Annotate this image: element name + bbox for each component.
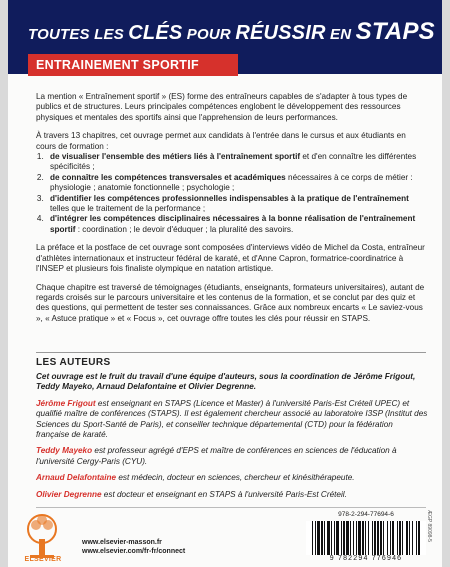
objective-bold: d'intégrer les compétences disciplinaires nécessaires à la bonne réalisation de l'entraînement sportif	[50, 214, 416, 234]
objective-item	[46, 214, 426, 235]
series-title	[28, 18, 435, 46]
back-cover	[8, 0, 442, 567]
objective-item	[46, 173, 426, 194]
section-divider	[36, 352, 426, 353]
elsevier-tree-logo	[22, 511, 62, 561]
objective-bold: de visualiser l'ensemble des métiers liés à l'entraînement sportif	[50, 152, 301, 162]
series-word: EN	[330, 26, 352, 43]
barcode-digits: 9 782294 776946	[329, 555, 403, 562]
objective-item	[46, 152, 426, 173]
objectives-list	[36, 152, 426, 235]
intro-paragraph: La mention « Entraînement sportif » (ES) forme des entraîneurs capables de s'adapter à tous types de publics et de structures. Leurs principales compétences englobent le développement des ressources physiques et mentales des sportifs ainsi que l'apprehension de leurs performances.	[36, 92, 408, 122]
url-link[interactable]: www.elsevier.com/fr-fr/connect	[82, 548, 186, 555]
chapters-intro: À travers 13 chapitres, cet ouvrage permet aux candidats à l'entrée dans le cursus et aux étudiants en cours de formation :	[36, 131, 406, 151]
side-code: ÆGP 89098-5	[426, 510, 432, 542]
series-word: RÉUSSIR	[235, 22, 326, 44]
objective-rest: : coordination ; le devoir d'éduquer ; la pluralité des savoirs.	[75, 224, 294, 234]
author-name: Arnaud Delafontaine	[36, 473, 117, 483]
authors-intro: Cet ouvrage est le fruit du travail d'une équipe d'auteurs, sous la coordination de Jérôme Frigout, Teddy Mayeko, Arnaud Delafontaine et Olivier Degrenne.	[36, 372, 416, 392]
author-bio: est docteur et enseignant en STAPS à l'université Paris-Est Créteil.	[101, 489, 347, 499]
objective-bold: d'identifier les compétences professionnelles indispensables à la pratique de l'entraînement	[50, 193, 409, 203]
objective-rest: nécessaires à ce corps de métier : physiologie ; anatomie fonctionnelle ; psychologie ;	[50, 172, 413, 193]
series-word: POUR	[186, 26, 231, 43]
author-entry	[36, 399, 428, 441]
series-word: TOUTES LES	[28, 26, 124, 43]
chapters-paragraph: Chaque chapitre est traversé de témoignages (étudiants, enseignants, formateurs universitaires), autant de regards croisés sur le parcours universitaire et les contenus de la formation, et se conclut par des quiz et des questions, qui permettent de tester ses connaissances. Grâce aux nombreux encarts « Le saviez-vous », « Astuce pratique » et « Focus », cet ouvrage offre toutes les clés pour réussir en STAPS.	[36, 282, 425, 323]
preface-paragraph: La préface et la postface de cet ouvrage sont composées d'interviews vidéo de Michel da Costa, entraîneur d'athlètes internationaux et instructeur fédéral de karaté, et d'Anne Capron, formatrice-coordinatrice à l'INSEP et plusieurs fois finaliste olympique en natation artistique.	[36, 243, 425, 274]
publisher-name: ELSEVIER	[24, 556, 62, 563]
author-name: Olivier Degrenne	[36, 489, 102, 499]
author-entry	[36, 490, 428, 500]
author-bio: est enseignant en STAPS (Licence et Master) à l'université Paris-Est Créteil UPEC) et qualifié maître de conférences (STAPS). Il est également chercheur associé au laboratoire I3SP (Institut des Sciences du Sport-Santé de Paris), et conseiller technique départemental (CTD) pour la fédération française de karaté.	[36, 398, 428, 440]
url-link[interactable]: www.elsevier-masson.fr	[82, 539, 162, 546]
publisher-urls	[82, 538, 185, 556]
author-entry	[36, 446, 428, 467]
subject-label: ENTRAINEMENT SPORTIF	[36, 58, 199, 72]
description	[36, 92, 426, 332]
barcode	[306, 521, 426, 555]
objective-bold: de connaître les compétences transversales et académiques	[50, 172, 286, 182]
series-word: CLÉS	[128, 22, 183, 44]
footer-divider	[36, 507, 426, 508]
author-name: Teddy Mayeko	[36, 446, 93, 456]
author-bio: est médecin, docteur en sciences, chercheur et kinésithérapeute.	[116, 473, 355, 483]
objective-rest: telles que le traitement de la performance ;	[50, 204, 206, 214]
author-name: Jérôme Frigout	[36, 398, 96, 408]
objective-item	[46, 194, 426, 215]
authors-section	[36, 372, 428, 506]
author-entry	[36, 473, 428, 483]
authors-title: LES AUTEURS	[36, 357, 111, 368]
series-brand: STAPS	[355, 18, 435, 45]
author-bio: est professeur agrégé d'EPS et maître de conférences en sciences de l'éducation à l'université Cergy-Paris (CYU).	[36, 446, 397, 466]
isbn: 978-2-294-77694-6	[338, 511, 394, 518]
objective-rest: et d'en connaître les différentes spécificités ;	[50, 152, 417, 172]
